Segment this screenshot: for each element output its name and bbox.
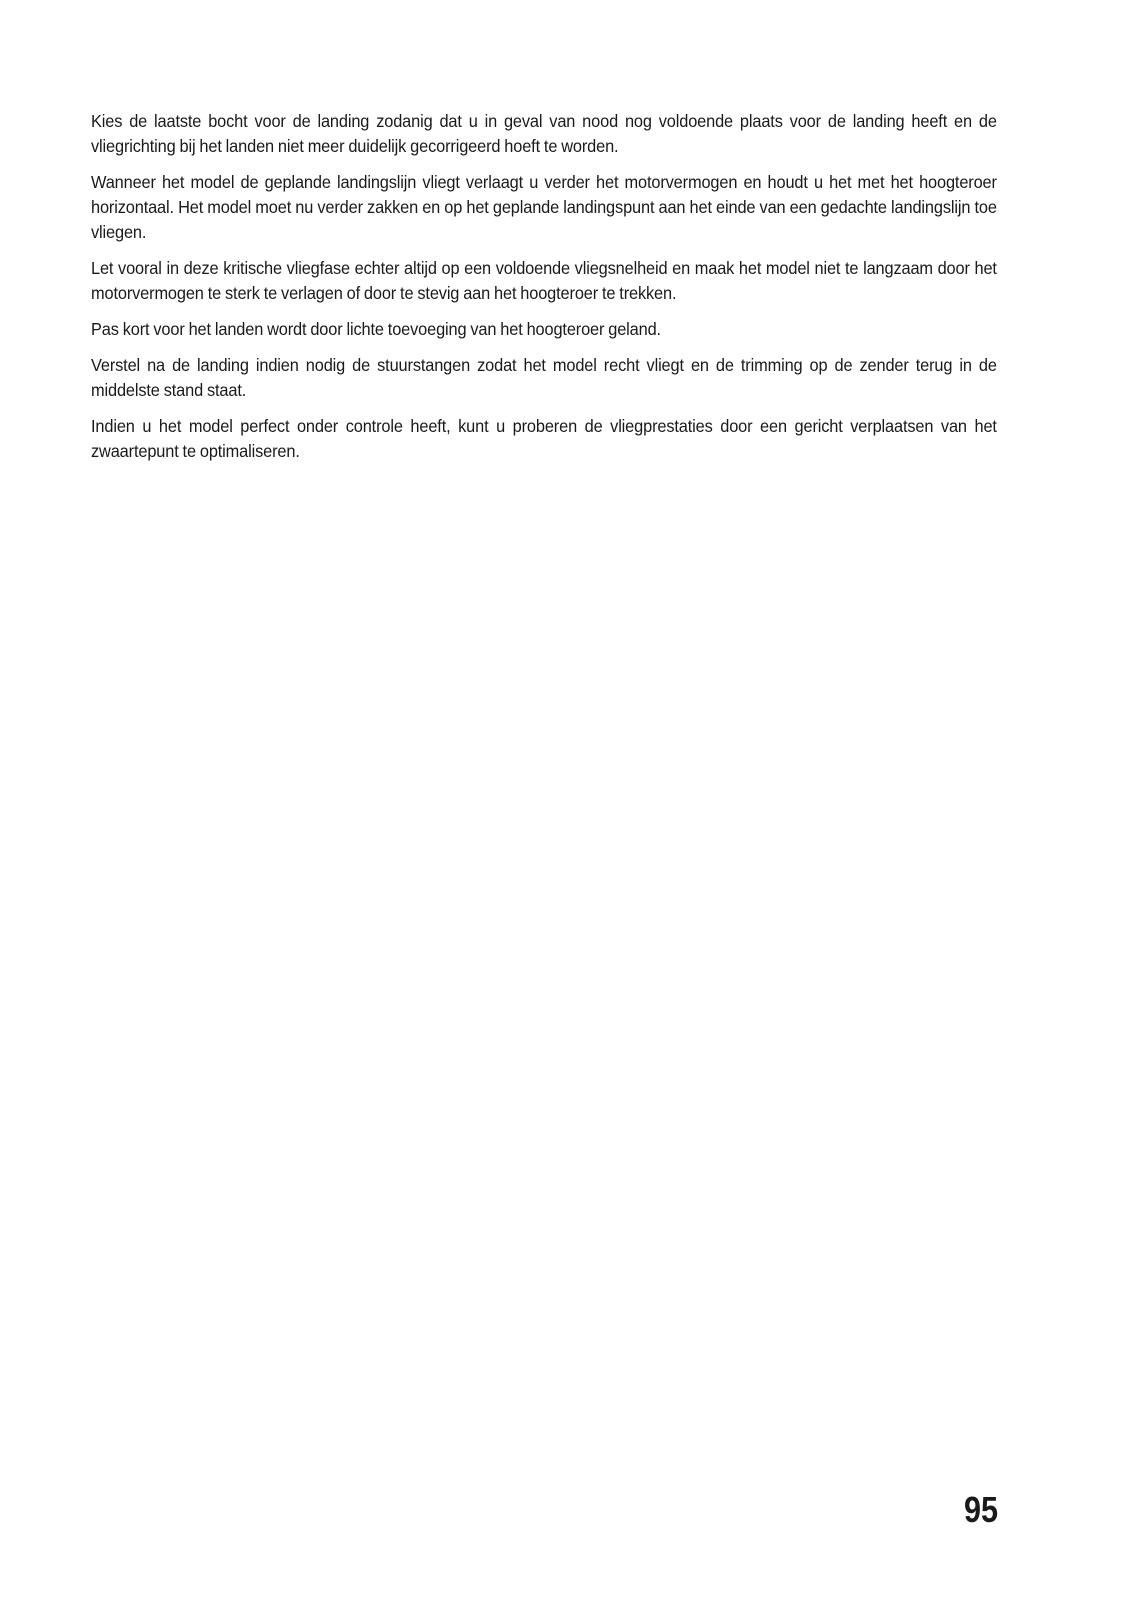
body-text	[91, 109, 997, 475]
paragraph-landing-line: Wanneer het model de geplande landingslijn vliegt verlaagt u verder het motorvermogen en houdt u het met het hoogteroer horizontaal. Het model moet nu verder zakken en op het geplande landingspunt aan het einde van een gedachte landingslijn toe vliegen.	[91, 172, 997, 242]
paragraph-last-turn: Kies de laatste bocht voor de landing zodanig dat u in geval van nood nog voldoende plaats voor de landing heeft en de vliegrichting bij het landen niet meer duidelijk gecorrigeerd hoeft te worden.	[91, 111, 997, 156]
page-number: 95	[963, 1489, 998, 1530]
paragraph-adjust-linkages: Verstel na de landing indien nodig de stuurstangen zodat het model recht vliegt en de trimming op de zender terug in de middelste stand staat.	[91, 355, 997, 400]
paragraph-center-of-gravity: Indien u het model perfect onder controle heeft, kunt u proberen de vliegprestaties door een gericht verplaatsen van het zwaartepunt te optimaliseren.	[91, 416, 997, 461]
paragraph-touchdown: Pas kort voor het landen wordt door lichte toevoeging van het hoogteroer geland.	[91, 319, 661, 339]
paragraph-flight-speed: Let vooral in deze kritische vliegfase echter altijd op een voldoende vliegsnelheid en maak het model niet te langzaam door het motorvermogen te sterk te verlagen of door te stevig aan het hoogteroer te trekken.	[91, 258, 997, 303]
